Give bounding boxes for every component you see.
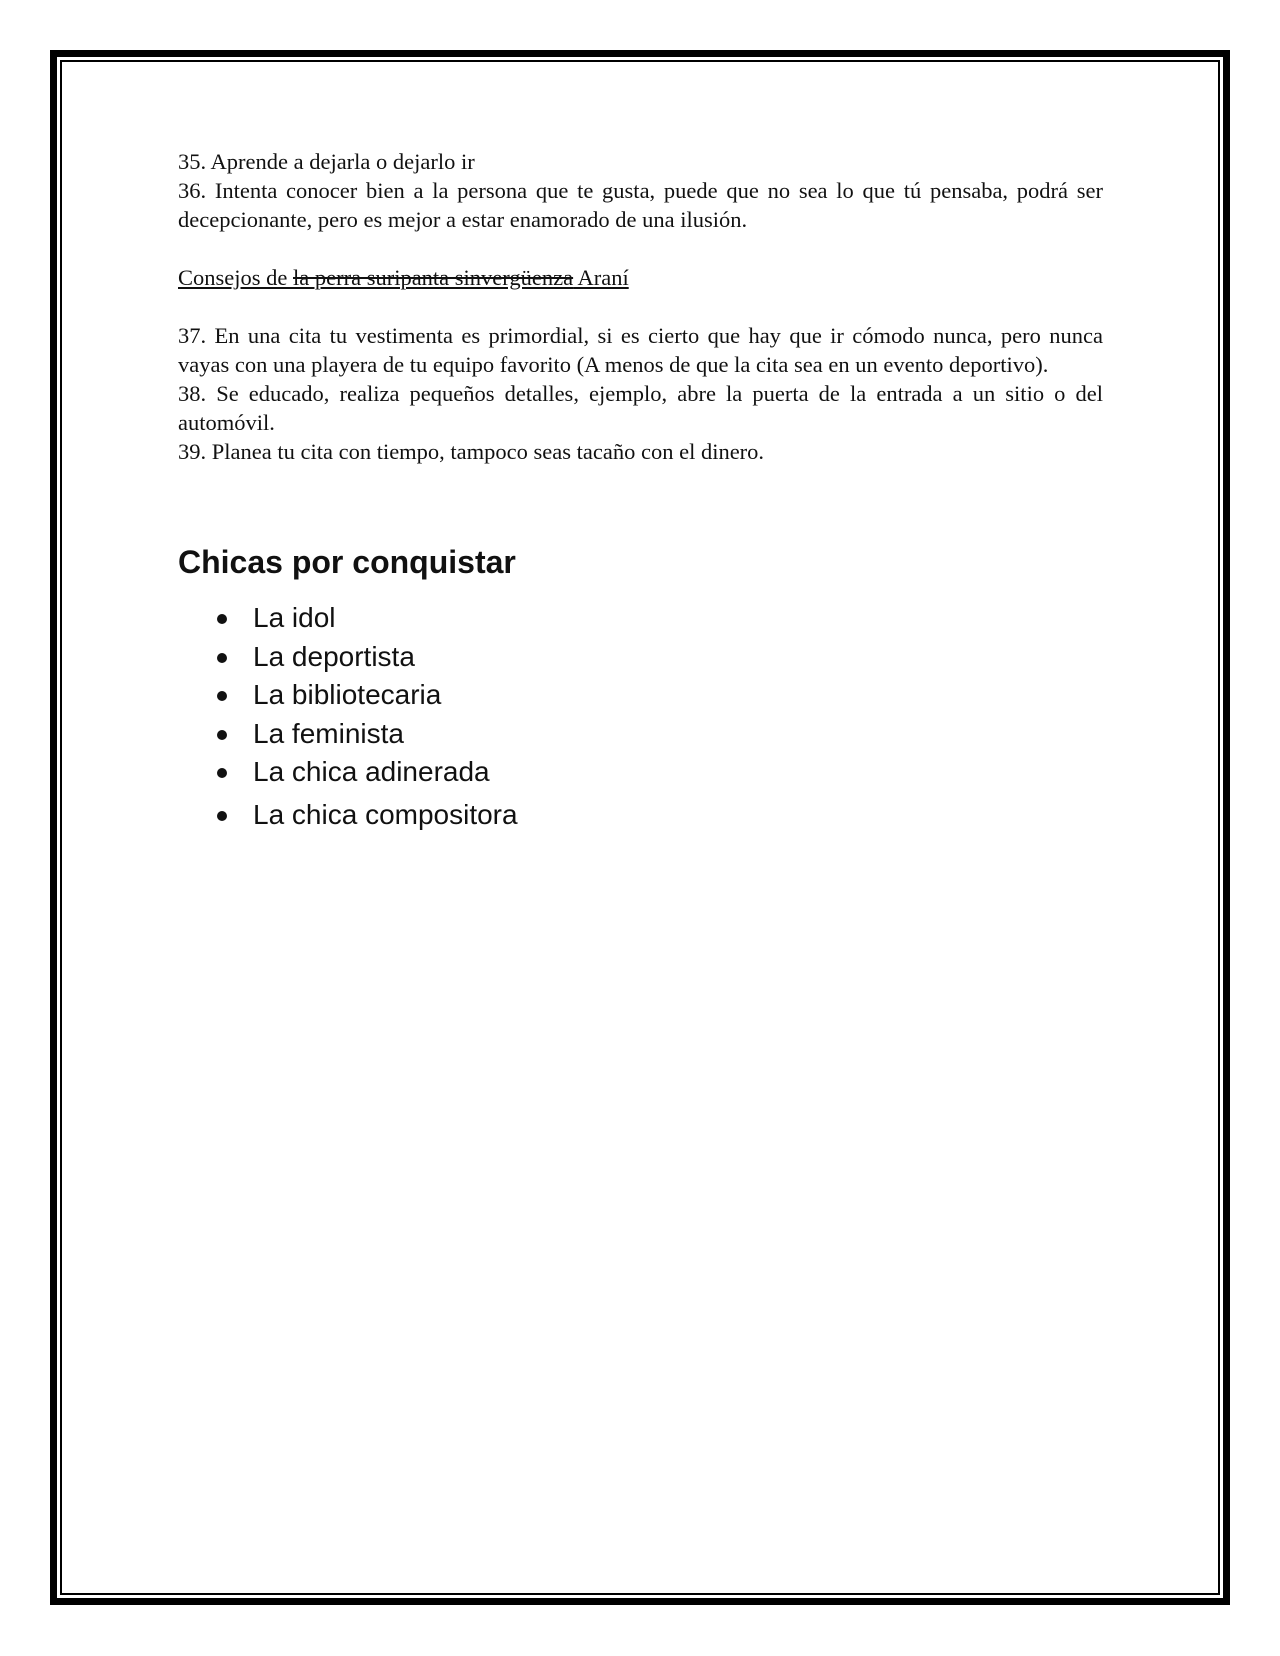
- tips-block-a: [178, 147, 1103, 234]
- list-item: [178, 599, 518, 638]
- list-item: [178, 753, 518, 792]
- tip-37: 37. En una cita tu vestimenta es primordial, si es cierto que hay que ir cómodo nunca, pero nunca vayas con una playera de tu equipo favorito (A menos de que la cita sea en un evento deportivo).: [178, 323, 1103, 377]
- list-item-label: La chica compositora: [253, 798, 518, 830]
- tip-35: 35. Aprende a dejarla o dejarlo ir: [178, 149, 475, 174]
- credit-prefix: Consejos de: [178, 265, 293, 290]
- tip-38: 38. Se educado, realiza pequeños detalles, ejemplo, abre la puerta de la entrada a un sitio o del automóvil.: [178, 381, 1103, 435]
- list-item-label: La feminista: [253, 717, 404, 749]
- credit-struck-text: la perra suripanta sinvergüenza: [293, 265, 574, 290]
- tip-39: 39. Planea tu cita con tiempo, tampoco seas tacaño con el dinero.: [178, 439, 765, 464]
- list-item: [178, 676, 518, 715]
- list-item: [178, 796, 518, 835]
- bullet-icon: [217, 691, 227, 701]
- list-item: [178, 638, 518, 677]
- tips-block-b: [178, 321, 1103, 466]
- bullet-icon: [217, 653, 227, 663]
- list-item-label: La deportista: [253, 640, 415, 672]
- bullet-icon: [217, 730, 227, 740]
- section-title: Chicas por conquistar: [178, 544, 516, 580]
- credit-suffix: Araní: [573, 265, 629, 290]
- list-item-label: La idol: [253, 602, 336, 633]
- page-content: [178, 147, 1103, 830]
- bullet-icon: [217, 768, 227, 778]
- tips-credit: [178, 263, 1103, 292]
- list-item-label: La bibliotecaria: [253, 679, 442, 710]
- list-item-label: La chica adinerada: [253, 756, 490, 787]
- bullet-icon: [217, 614, 227, 624]
- bullet-icon: [217, 811, 227, 821]
- list-item: [178, 715, 518, 754]
- tip-36: 36. Intenta conocer bien a la persona que te gusta, puede que no sea lo que tú pensaba, podrá ser decepcionante, pero es mejor a estar enamorado de una ilusión.: [178, 178, 1103, 232]
- girls-list: [178, 599, 518, 834]
